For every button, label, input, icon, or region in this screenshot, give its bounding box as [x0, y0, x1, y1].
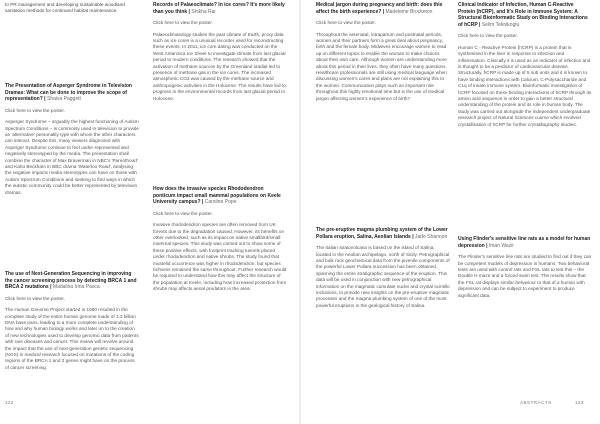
column-1 — [5, 0, 139, 370]
abstract-rhododendron — [153, 186, 287, 293]
view-poster-link[interactable]: Click here to view the poster. — [5, 107, 65, 113]
abstract-body: Human C - Reactive Protein (hCRP) is a protein that is synthesised in the liver in response to infection and inflammation. Clinically it is used as an indicator of infection and is thought to be a predictor of cardiovascular disease. Structurally, hCRP is made up of 5 sub units and it is known to have binding interactions with Calcium, C-Polysaccharide and C1q of innate immune system. Bioinformatic investigation of hCRP focused on these binding interactions of hCRP through its amino acid sequence in order to gain a better structural understanding of the protein and its role in human body. The study was carried out alongside the independent undergraduate research project of Natural Sciences course which involved crystallisation of hCRP for further crystallography studies. — [458, 44, 592, 127]
running-head: ABSTRACTS — [520, 400, 552, 405]
abstract-title: The Presentation of Asperger Syndrome in Television Dramas: What can be done to improve the scope of representation? | Shaiva Paggett — [5, 83, 132, 103]
abstract-palaeoclimate — [153, 2, 287, 102]
abstract-asperger — [5, 83, 139, 196]
abstract-author: Jade Shannon — [415, 233, 448, 240]
view-poster-link[interactable]: Click here to view the poster. — [316, 20, 376, 26]
continued-text-fragment: to PR management and developing sustainable woodland sanitation methods for continued habitat maintenance. — [5, 2, 125, 14]
view-poster-link[interactable]: Click here to view the poster. — [153, 20, 213, 26]
abstract-author: Madeleine Brocketon — [385, 8, 433, 15]
abstract-body: The Flinder's sensitive line rats are studied to find out if they can be competent models of depression in humans. Two behavioral tests are used with control rats and FSL rats to test this – the Double H maze and a forced swim test. The results show that the FSL rat displays similar behaviour to that of a human with depression and can be subject to experiment to produce significant data. — [458, 254, 592, 298]
abstract-author: Caroline Pope — [204, 199, 237, 206]
abstract-flinders-rats — [458, 236, 592, 299]
abstract-title: How does the invasive species Rhododendron ponticum impact small mammal populations on Keele University campus? | Caroline Pope — [153, 186, 281, 206]
view-poster-link[interactable]: Click here to view the poster. — [153, 210, 213, 216]
abstract-body: Invasive rhododendron species are often removed from UK forests due to the degradation caused. However, its benefits on other overlooked, such as its impact on native smallbird/small mammal species. This study was carried out to show some of these positive effects, with footprint tracking tunnels placed under rhododendron and native shrubs. The study found that mustelid occurrence was higher in rhododendron, but species richness remained the same throughout. Further research would be required to understand how this may affect the structure of the population at Keele, including how increased protection from shrubs may affects aerial predators in the area. — [153, 222, 287, 292]
abstract-title: The use of Next-Generation Sequencing in improving the cancer screening process by detecting BRCA 1 and BRCA 2 mutations | Madalina Irina Pasca — [5, 271, 137, 291]
abstract-ngs-brca — [5, 271, 139, 371]
abstract-title: Clinical Indicator of Infection, Human C-Reactive Protein (hCRP), and It's Role in Immune System: A Structural Bioinformatic Study on Binding Interactions of hCRP | Selim Teknikoglu — [458, 2, 588, 28]
abstract-title: Medical jargon during pregnancy and birth: does this affect the birth experience? | Madeleine Brocketon — [316, 2, 443, 15]
abstract-author: Selim Teknikoglu — [481, 21, 520, 28]
abstract-pollara-eruption — [316, 227, 450, 309]
abstract-body: Asperger Syndrome – arguably the highest functioning of Autism Spectrum Conditions – is commonly used in television to provide an 'alternative' personality type with whom the other characters can interact. Despite this, many viewers diagnosed with Asperger Syndrome continue to feel under-represented and negatively stereotyped by the media. The presentation shall combine the character of Max Braverman in NBC's 'Parenthood' and Kahu Beckham in BBC drama 'Waterloo Road', analysing the negative impacts media stereotypes can have on those with Autism Spectrum Conditions and seeking to find ways in which the autistic community could be better represented by television dramas. — [5, 119, 139, 195]
abstract-author: Shikha Rai — [191, 8, 216, 15]
abstract-author: Iman Wazir — [488, 242, 514, 249]
abstract-title: Using Flinder's sensitive line rats as a model for human depression | Iman Wazir — [458, 236, 591, 249]
page-number-right: 123 — [575, 400, 584, 405]
abstract-author: Shaiva Paggett — [46, 96, 81, 103]
abstract-title: The pre-eruptive magma plumbing system of the Lower Pollara eruption, Salina, Aeolian Islands | Jade Shannon — [316, 227, 448, 240]
page-number-left: 122 — [5, 400, 14, 405]
abstract-author: Madalina Irina Pasca — [52, 284, 100, 291]
view-poster-link[interactable]: Click here to view the poster. — [5, 295, 65, 301]
abstract-hcrp — [458, 2, 592, 128]
view-poster-link[interactable]: Click here to view the poster. — [458, 33, 518, 39]
abstract-medical-jargon — [316, 2, 450, 102]
abstract-body: The Human Genome Project started in 1990 resulted in the complete study of the entire human genome made of 3.3 billion DNA base pairs, leading to a more complete understanding of how and why human biology works and later on to the creation of new technologies used to develop genomic data from patients with rare diseases and cancer. This review will revolve around the impact that the use of next-generation genetic sequencing (NGS) in medical research focused on mutations of the coding regions of the BRCA 1 and 2 genes might have on the process of cancer screening. — [5, 307, 139, 370]
abstract-body: Palaeoclimatology studies the past climate of Earth, proxy data such as ice cores is a unusual recorder used for reconstructing these events. In 2011, ice core dating was conducted on the West Antarctica Ice Sheet to investigate climate from last glacial period to modern conditions. The research showed that the activation of methane sources by the Greenland stadial led to presence of methane gas in the ice cores. The increased atmospheric CO2 was caused by the methane source and anthropogenic activities in the Holocene. The results have led to progress in the environmental records from last glacial period to Holocene. — [153, 31, 286, 101]
abstract-body: Throughout the antenatal, intrapartum and postnatal periods, women and their partners form a great deal about pregnancy, birth and the female body. Midwives encourage women to read up on different topics to enable the woman to make choices about their own care. Although women are understanding more about this period in their lives, they often have many questions. Healthcare professionals are still using medical language when discussing women's cares and plans are not explaining this to the women. Communication plays such an important role throughout this highly emotional time but is the use of medical jargon affecting women's experience of birth? — [316, 31, 447, 101]
abstract-body: The Italian stratovolcano is based on the island of Salina, located in the Aeolian archipelago, north of Sicily. Petrographical and bulk rock geochemical data from the juvenile components of the powerful Lower Pollara succession has been obtained, spanning the entire stratigraphic sequence of the eruption. This data will be used in conjunction with new petrographical information on the magmatic cumulate nuclei and crystal scintillo inclusions, to provide new insights on the pre-eruptive magmatic processes and the magma plumbing system of one of the most powerful eruptions in the geological history of Salina. — [316, 245, 450, 308]
abstract-title: Records of Palaeoclimate? In ice cores? It's more likely than you think | Shikha Rai — [153, 2, 285, 15]
page-gutter — [299, 0, 301, 424]
